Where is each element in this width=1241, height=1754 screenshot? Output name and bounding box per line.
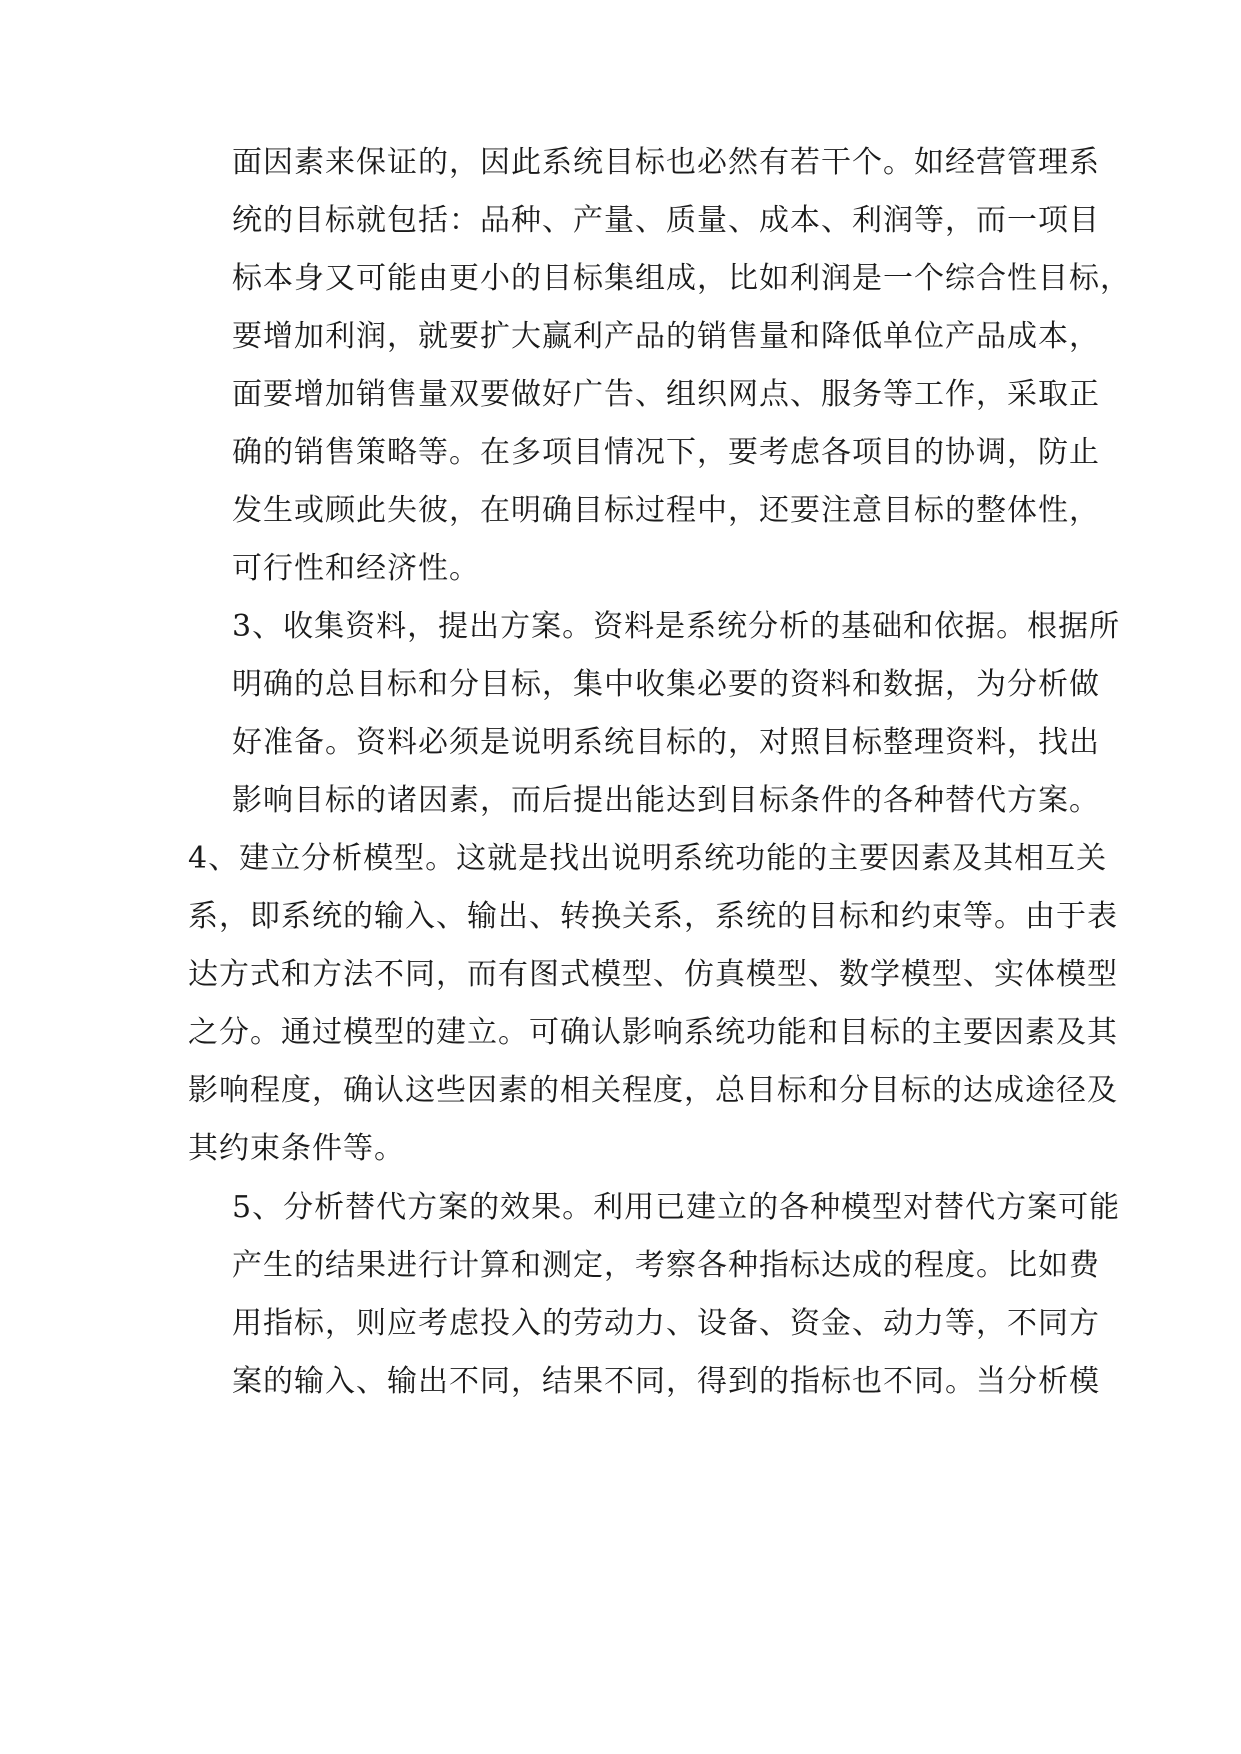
text-line: 明确的总目标和分目标，集中收集必要的资料和数据，为分析做 [232,667,1100,702]
text-line: 3、收集资料，提出方案。资料是系统分析的基础和依据。根据所 [232,609,1121,644]
text-line: 统的目标就包括：品种、产量、质量、成本、利润等，而一项目 [232,203,1100,238]
text-line: 要增加利润，就要扩大赢利产品的销售量和降低单位产品成本， [232,319,1100,354]
text-line: 好准备。资料必须是说明系统目标的，对照目标整理资料，找出 [232,725,1100,760]
text-line: 标本身又可能由更小的目标集组成，比如利润是一个综合性目标， [232,261,1131,296]
text-line: 之分。通过模型的建立。可确认影响系统功能和目标的主要因素及其 [188,1015,1118,1050]
text-line: 可行性和经济性。 [232,551,480,586]
text-line: 系，即系统的输入、输出、转换关系，系统的目标和约束等。由于表 [188,899,1118,934]
text-line: 产生的结果进行计算和测定，考察各种指标达成的程度。比如费 [232,1248,1100,1283]
text-line: 面要增加销售量双要做好广告、组织网点、服务等工作，采取正 [232,377,1100,412]
text-line: 达方式和方法不同，而有图式模型、仿真模型、数学模型、实体模型 [188,957,1118,992]
text-line: 4、建立分析模型。这就是找出说明系统功能的主要因素及其相互关 [188,841,1108,876]
text-line: 面因素来保证的，因此系统目标也必然有若干个。如经营管理系 [232,145,1100,180]
text-line: 影响目标的诸因素，而后提出能达到目标条件的各种替代方案。 [232,783,1100,818]
text-line: 影响程度，确认这些因素的相关程度，总目标和分目标的达成途径及 [188,1073,1118,1108]
text-line: 用指标，则应考虑投入的劳动力、设备、资金、动力等，不同方 [232,1306,1100,1341]
text-line: 案的输入、输出不同，结果不同，得到的指标也不同。当分析模 [232,1364,1100,1399]
text-line: 其约束条件等。 [188,1131,405,1166]
text-line: 确的销售策略等。在多项目情况下，要考虑各项目的协调，防止 [232,435,1100,470]
text-line: 5、分析替代方案的效果。利用已建立的各种模型对替代方案可能 [232,1190,1121,1225]
text-line: 发生或顾此失彼，在明确目标过程中，还要注意目标的整体性， [232,493,1100,528]
